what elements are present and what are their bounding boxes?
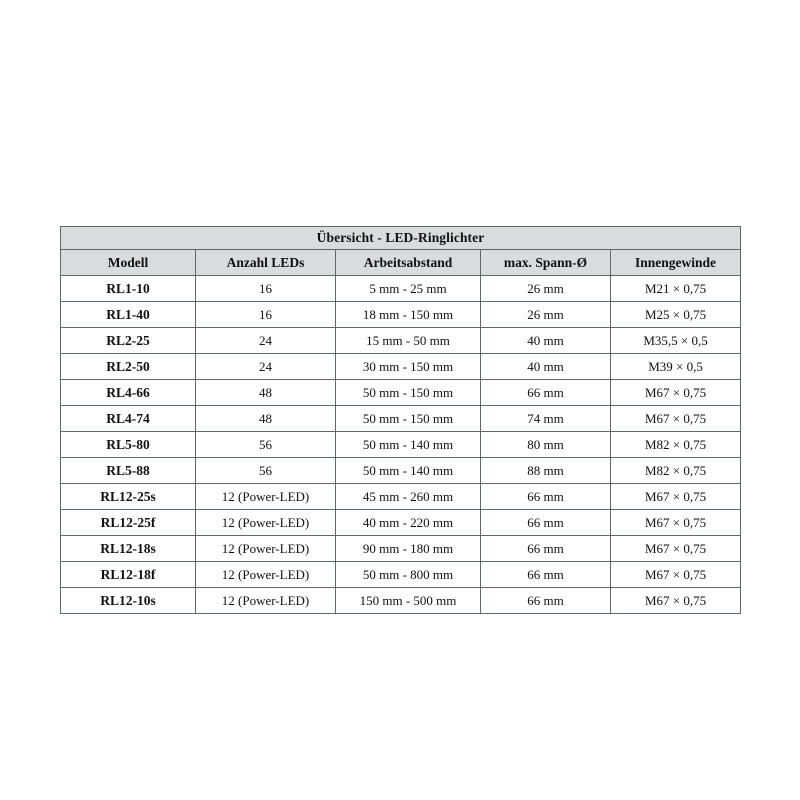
cell-max-clamp-diameter: 88 mm: [481, 458, 611, 484]
table-row: [61, 354, 741, 380]
column-header-max-spann-durchmesser: max. Spann-Ø: [481, 250, 611, 276]
led-ringlight-overview-table: [60, 226, 741, 614]
table-row: [61, 588, 741, 614]
column-header-anzahl-leds: Anzahl LEDs: [196, 250, 336, 276]
cell-working-distance: 18 mm - 150 mm: [336, 302, 481, 328]
cell-led-count: 12 (Power-LED): [196, 510, 336, 536]
cell-working-distance: 45 mm - 260 mm: [336, 484, 481, 510]
cell-led-count: 56: [196, 432, 336, 458]
cell-model: RL5-88: [61, 458, 196, 484]
cell-led-count: 16: [196, 276, 336, 302]
cell-max-clamp-diameter: 66 mm: [481, 562, 611, 588]
cell-max-clamp-diameter: 66 mm: [481, 536, 611, 562]
cell-inner-thread: M67 × 0,75: [611, 510, 741, 536]
cell-inner-thread: M82 × 0,75: [611, 458, 741, 484]
table-row: [61, 484, 741, 510]
column-header-innengewinde: Innengewinde: [611, 250, 741, 276]
cell-inner-thread: M35,5 × 0,5: [611, 328, 741, 354]
cell-led-count: 48: [196, 406, 336, 432]
cell-inner-thread: M67 × 0,75: [611, 484, 741, 510]
cell-max-clamp-diameter: 40 mm: [481, 354, 611, 380]
table-row: [61, 536, 741, 562]
cell-max-clamp-diameter: 26 mm: [481, 276, 611, 302]
cell-led-count: 56: [196, 458, 336, 484]
table-row: [61, 406, 741, 432]
cell-led-count: 16: [196, 302, 336, 328]
cell-led-count: 24: [196, 328, 336, 354]
cell-working-distance: 30 mm - 150 mm: [336, 354, 481, 380]
cell-max-clamp-diameter: 26 mm: [481, 302, 611, 328]
table-title: Übersicht - LED-Ringlichter: [61, 227, 741, 250]
cell-led-count: 12 (Power-LED): [196, 588, 336, 614]
cell-model: RL12-18f: [61, 562, 196, 588]
cell-inner-thread: M67 × 0,75: [611, 562, 741, 588]
cell-model: RL4-66: [61, 380, 196, 406]
cell-working-distance: 5 mm - 25 mm: [336, 276, 481, 302]
column-header-arbeitsabstand: Arbeitsabstand: [336, 250, 481, 276]
cell-led-count: 24: [196, 354, 336, 380]
cell-model: RL12-25s: [61, 484, 196, 510]
cell-working-distance: 40 mm - 220 mm: [336, 510, 481, 536]
cell-inner-thread: M82 × 0,75: [611, 432, 741, 458]
table-row: [61, 328, 741, 354]
table-title-row: [61, 227, 741, 250]
cell-inner-thread: M67 × 0,75: [611, 536, 741, 562]
cell-led-count: 12 (Power-LED): [196, 484, 336, 510]
cell-max-clamp-diameter: 40 mm: [481, 328, 611, 354]
cell-working-distance: 50 mm - 150 mm: [336, 406, 481, 432]
cell-inner-thread: M39 × 0,5: [611, 354, 741, 380]
cell-model: RL2-25: [61, 328, 196, 354]
cell-working-distance: 50 mm - 140 mm: [336, 432, 481, 458]
cell-model: RL1-10: [61, 276, 196, 302]
cell-inner-thread: M67 × 0,75: [611, 380, 741, 406]
table-row: [61, 380, 741, 406]
cell-led-count: 12 (Power-LED): [196, 536, 336, 562]
cell-max-clamp-diameter: 66 mm: [481, 484, 611, 510]
cell-model: RL12-18s: [61, 536, 196, 562]
cell-inner-thread: M67 × 0,75: [611, 588, 741, 614]
cell-model: RL12-10s: [61, 588, 196, 614]
cell-working-distance: 90 mm - 180 mm: [336, 536, 481, 562]
table-header-row: [61, 250, 741, 276]
cell-model: RL12-25f: [61, 510, 196, 536]
cell-max-clamp-diameter: 66 mm: [481, 588, 611, 614]
cell-inner-thread: M21 × 0,75: [611, 276, 741, 302]
cell-working-distance: 50 mm - 150 mm: [336, 380, 481, 406]
cell-max-clamp-diameter: 66 mm: [481, 380, 611, 406]
spec-table-container: [60, 226, 740, 614]
cell-working-distance: 150 mm - 500 mm: [336, 588, 481, 614]
table-row: [61, 276, 741, 302]
cell-model: RL1-40: [61, 302, 196, 328]
table-row: [61, 562, 741, 588]
table-row: [61, 458, 741, 484]
cell-inner-thread: M67 × 0,75: [611, 406, 741, 432]
cell-model: RL2-50: [61, 354, 196, 380]
cell-max-clamp-diameter: 66 mm: [481, 510, 611, 536]
cell-model: RL5-80: [61, 432, 196, 458]
cell-working-distance: 50 mm - 140 mm: [336, 458, 481, 484]
cell-working-distance: 15 mm - 50 mm: [336, 328, 481, 354]
cell-led-count: 12 (Power-LED): [196, 562, 336, 588]
column-header-modell: Modell: [61, 250, 196, 276]
cell-model: RL4-74: [61, 406, 196, 432]
cell-working-distance: 50 mm - 800 mm: [336, 562, 481, 588]
table-row: [61, 302, 741, 328]
cell-max-clamp-diameter: 74 mm: [481, 406, 611, 432]
cell-inner-thread: M25 × 0,75: [611, 302, 741, 328]
table-row: [61, 432, 741, 458]
table-row: [61, 510, 741, 536]
cell-max-clamp-diameter: 80 mm: [481, 432, 611, 458]
cell-led-count: 48: [196, 380, 336, 406]
table-body: [61, 227, 741, 614]
